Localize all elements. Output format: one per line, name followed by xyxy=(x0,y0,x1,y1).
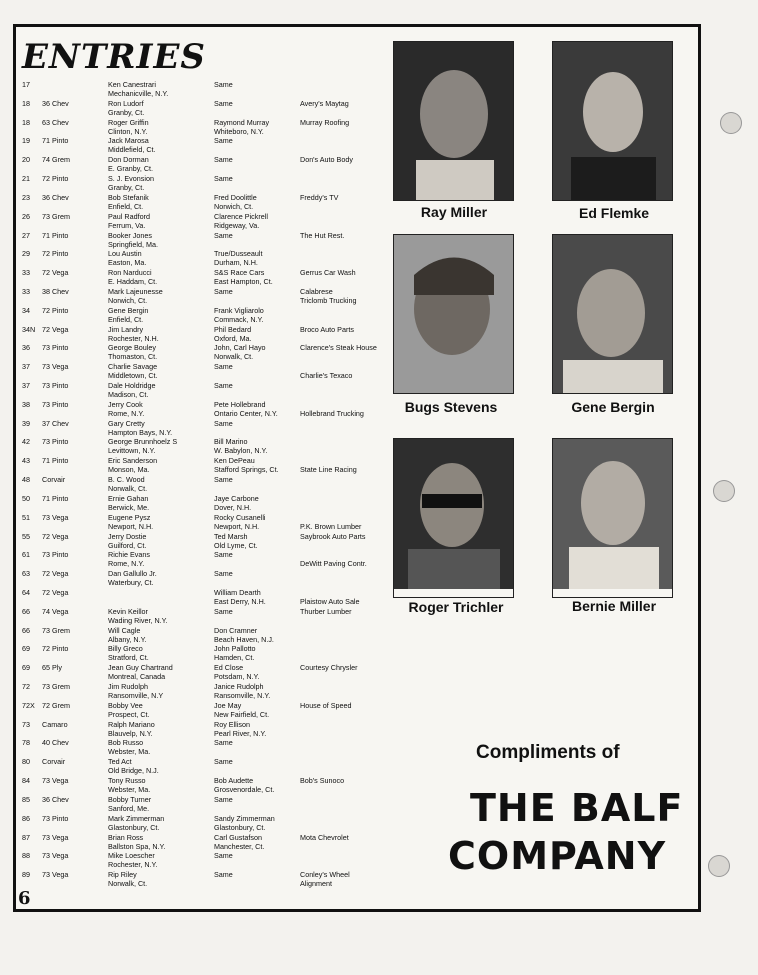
entry-owner-line-2: Potsdam, N.Y. xyxy=(214,672,260,682)
entry-owner: Ken DePeau xyxy=(214,456,255,466)
entry-car: 40 Chev xyxy=(42,738,69,748)
entry-driver-line-2: Monson, Ma. xyxy=(108,465,150,475)
entry-owner: Pete Hollebrand xyxy=(214,399,266,409)
entry-car: 73 Pinto xyxy=(42,381,69,391)
entry-owner: Rocky Cusanelli xyxy=(214,512,266,522)
entry-driver: Billy Greco xyxy=(108,644,143,654)
entry-driver: Bob Stefanik xyxy=(108,192,149,202)
entry-owner: Raymond Murray xyxy=(214,117,270,127)
entry-driver: Charlie Savage xyxy=(108,362,158,372)
caption-gene-bergin: Gene Bergin xyxy=(571,399,655,415)
entry-number: 86 xyxy=(22,813,30,823)
entry-owner-line-2: Dover, N.H. xyxy=(214,502,252,512)
entry-owner-line-2: East Derry, N.H. xyxy=(214,596,266,606)
entry-sponsor: The Hut Rest. xyxy=(300,230,345,240)
entry-number: 72 xyxy=(22,682,30,692)
entry-owner-line-2: Ontario Center, N.Y. xyxy=(214,408,278,418)
entry-driver-line-2: Wading River, N.Y. xyxy=(108,615,168,625)
entry-driver: Roger Griffin xyxy=(108,117,149,127)
entry-car: 74 Grem xyxy=(42,155,70,165)
entry-owner-line-2: Glastonbury, Ct. xyxy=(214,822,266,832)
entry-number: 18 xyxy=(22,117,30,127)
binder-hole xyxy=(708,855,730,877)
entry-owner-line-2: East Hampton, Ct. xyxy=(214,277,273,287)
caption-roger-trichler: Roger Trichler xyxy=(408,599,504,615)
ad-line-2: COMPANY xyxy=(448,834,667,878)
entry-driver: Bobby Vee xyxy=(108,700,143,710)
caption-bernie-miller: Bernie Miller xyxy=(571,598,657,614)
entry-driver: Lou Austin xyxy=(108,249,142,259)
entry-driver-line-2: Norwalk, Ct. xyxy=(108,879,148,889)
entry-car: 37 Chev xyxy=(42,418,69,428)
entry-car: 72 Vega xyxy=(42,569,69,579)
entry-car: 72 Grem xyxy=(42,700,70,710)
entry-number: 66 xyxy=(22,606,30,616)
entry-owner-line-2: Whiteboro, N.Y. xyxy=(214,126,264,136)
entry-number: 34 xyxy=(22,305,30,315)
entry-owner: True/Dusseault xyxy=(214,249,263,259)
entry-owner: Same xyxy=(214,174,233,184)
entry-number: 17 xyxy=(22,80,30,89)
entry-number: 20 xyxy=(22,155,30,165)
entry-driver: Eric Sanderson xyxy=(108,456,158,466)
entry-car: 36 Chev xyxy=(42,794,69,804)
entry-number: 26 xyxy=(22,211,30,221)
entry-sponsor-line-2: Triclomb Trucking xyxy=(300,295,357,305)
binder-hole xyxy=(713,480,735,502)
entry-car: 72 Pinto xyxy=(42,305,69,315)
entry-owner: Fred Doolittle xyxy=(214,192,257,202)
entry-driver: Jim Rudolph xyxy=(108,682,148,692)
entry-owner-line-2: Durham, N.H. xyxy=(214,258,258,268)
entry-driver-line-2: Enfield, Ct. xyxy=(108,314,144,324)
entry-owner-line-2: Ridgeway, Va. xyxy=(214,220,260,230)
entry-car: 71 Pinto xyxy=(42,230,69,240)
entry-driver-line-2: Granby, Ct. xyxy=(108,107,145,117)
entry-driver-line-2: Madison, Ct. xyxy=(108,390,149,400)
entry-car: 71 Pinto xyxy=(42,456,69,466)
caption-bugs-stevens: Bugs Stevens xyxy=(404,399,498,415)
entry-owner: Same xyxy=(214,550,233,560)
entry-car: 73 Vega xyxy=(42,832,69,842)
entry-driver-line-2: Webster, Ma. xyxy=(108,747,151,757)
entry-driver: Mike Loescher xyxy=(108,851,155,861)
entry-sponsor: Murray Roofing xyxy=(300,117,350,127)
entry-driver-line-2: Albany, N.Y. xyxy=(108,634,147,644)
entry-car: 73 Grem xyxy=(42,211,70,221)
entry-driver-line-2: Montreal, Canada xyxy=(108,672,166,682)
entry-number: 29 xyxy=(22,249,30,259)
entry-driver: Jerry Cook xyxy=(108,399,143,409)
binder-hole xyxy=(720,112,742,134)
entry-driver: Don Dorman xyxy=(108,155,149,165)
entry-car: 72 Pinto xyxy=(42,644,69,654)
entry-owner: William Dearth xyxy=(214,587,261,597)
entry-number: 85 xyxy=(22,794,30,804)
entry-driver: Rip Riley xyxy=(108,870,137,880)
entry-driver: Ken Canestrari xyxy=(108,80,156,89)
entry-car: 63 Chev xyxy=(42,117,69,127)
entry-owner: Clarence Pickrell xyxy=(214,211,268,221)
entry-driver-line-2: Ferrum, Va. xyxy=(108,220,146,230)
entry-car: 72 Pinto xyxy=(42,249,69,259)
entry-driver-line-2: Granby, Ct. xyxy=(108,183,145,193)
entry-number: 69 xyxy=(22,644,30,654)
entry-driver: Richie Evans xyxy=(108,550,150,560)
entry-driver: Jim Landry xyxy=(108,324,144,334)
entry-driver-line-2: Berwick, Me. xyxy=(108,502,150,512)
entry-owner: Same xyxy=(214,569,233,579)
caption-ray-miller: Ray Miller xyxy=(420,204,488,220)
entry-owner: Ted Marsh xyxy=(214,531,248,541)
entry-owner: Same xyxy=(214,155,233,165)
entry-driver-line-2: Levittown, N.Y. xyxy=(108,446,156,456)
entry-sponsor: Avery's Maytag xyxy=(300,98,349,108)
entry-number: 48 xyxy=(22,475,30,485)
entry-driver-line-2: Mechanicville, N.Y. xyxy=(108,89,169,98)
entry-number: 50 xyxy=(22,493,30,503)
entry-car: 73 Pinto xyxy=(42,437,69,447)
entry-number: 88 xyxy=(22,851,30,861)
entry-number: 33 xyxy=(22,268,30,278)
entry-number: 51 xyxy=(22,512,30,522)
entry-driver: Jack Marosa xyxy=(108,136,149,146)
page-title: ENTRIES xyxy=(22,37,206,77)
entry-sponsor: Bob's Sunoco xyxy=(300,776,345,786)
entry-driver: Paul Radford xyxy=(108,211,150,221)
entry-number: 39 xyxy=(22,418,30,428)
entry-car: 72 Pinto xyxy=(42,174,69,184)
entry-driver-line-2: E. Haddam, Ct. xyxy=(108,277,158,287)
entry-owner: Phil Bedard xyxy=(214,324,252,334)
entry-owner: Jaye Carbone xyxy=(214,493,259,503)
entry-driver-line-2: Clinton, N.Y. xyxy=(108,126,148,136)
caption-ed-flemke: Ed Flemke xyxy=(578,205,650,221)
entry-driver: Mark Lajeunesse xyxy=(108,286,163,296)
photo-ed-flemke xyxy=(552,41,673,201)
entry-car: Corvair xyxy=(42,757,66,767)
entry-car: 72 Vega xyxy=(42,324,69,334)
entry-sponsor: Courtesy Chrysler xyxy=(300,663,358,673)
entry-driver: Ted Act xyxy=(108,757,132,767)
entry-sponsor: Don's Auto Body xyxy=(300,155,353,165)
entry-number: 55 xyxy=(22,531,30,541)
entry-driver-line-2: Enfield, Ct. xyxy=(108,201,144,211)
entry-owner-line-2: Newport, N.H. xyxy=(214,521,260,531)
entry-owner: Same xyxy=(214,136,233,146)
entry-owner: Ed Close xyxy=(214,663,244,673)
entry-sponsor-line-2: DeWitt Paving Contr. xyxy=(300,559,367,569)
entry-driver: Dan Gallullo Jr. xyxy=(108,569,157,579)
entry-sponsor-line-2: Alignment xyxy=(300,879,332,889)
entry-number: 80 xyxy=(22,757,30,767)
entry-owner: Same xyxy=(214,98,233,108)
entry-driver: B. C. Wood xyxy=(108,475,145,485)
entry-driver-line-2: Middlefield, Ct. xyxy=(108,145,156,155)
entry-car: 38 Chev xyxy=(42,286,69,296)
entry-owner: Same xyxy=(214,794,233,804)
entry-owner-line-2: Hamden, Ct. xyxy=(214,653,255,663)
entry-car: 74 Vega xyxy=(42,606,69,616)
entry-car: 73 Pinto xyxy=(42,550,69,560)
entry-driver: George Brunnhoelz S xyxy=(108,437,178,447)
entry-driver: Eugene Pysz xyxy=(108,512,151,522)
entry-driver-line-2: Thomaston, Ct. xyxy=(108,352,158,362)
entry-driver-line-2: Blauvelp, N.Y. xyxy=(108,728,153,738)
entry-owner: Same xyxy=(214,870,233,880)
entry-sponsor: Thurber Lumber xyxy=(300,606,352,616)
photo-bernie-miller xyxy=(552,438,673,598)
entry-car: 73 Vega xyxy=(42,776,69,786)
entry-number: 33 xyxy=(22,286,30,296)
entry-driver: Jerry Dostie xyxy=(108,531,147,541)
entry-sponsor: Gerrus Car Wash xyxy=(300,268,356,278)
ad-compliments: Compliments of xyxy=(476,742,620,763)
entry-car: Corvair xyxy=(42,475,66,485)
entry-owner: John Pallotto xyxy=(214,644,256,654)
entry-driver-line-2: Glastonbury, Ct. xyxy=(108,822,160,832)
entry-driver: Jean Guy Chartrand xyxy=(108,663,173,673)
entry-owner: Same xyxy=(214,757,233,767)
entry-car: 73 Vega xyxy=(42,870,69,880)
entry-car: 72 Vega xyxy=(42,531,69,541)
entry-driver: Ron Narducci xyxy=(108,268,152,278)
entry-owner-line-2: Commack, N.Y. xyxy=(214,314,264,324)
entry-owner: Roy Ellison xyxy=(214,719,250,729)
entry-car: 73 Vega xyxy=(42,512,69,522)
entry-driver-line-2: Rochester, N.Y. xyxy=(108,860,158,870)
entry-driver-line-2: Rome, N.Y. xyxy=(108,559,145,569)
entry-driver: Tony Russo xyxy=(108,776,146,786)
entry-owner: Same xyxy=(214,475,233,485)
entry-owner: John, Carl Hayo xyxy=(214,343,266,353)
entry-number: 89 xyxy=(22,870,30,880)
entry-car: 65 Ply xyxy=(42,663,62,673)
entry-number: 87 xyxy=(22,832,30,842)
entry-sponsor-line-2: Plaistow Auto Sale xyxy=(300,596,360,606)
entry-sponsor-line-2: State Line Racing xyxy=(300,465,357,475)
entry-owner: Frank Vigliarolo xyxy=(214,305,264,315)
entry-car: 73 Vega xyxy=(42,362,69,372)
entry-car: Camaro xyxy=(42,719,68,729)
entry-owner: Bob Audette xyxy=(214,776,254,786)
entry-car: 73 Grem xyxy=(42,682,70,692)
entry-owner: Janice Rudolph xyxy=(214,682,264,692)
entry-driver-line-2: Stratford, Ct. xyxy=(108,653,149,663)
entry-sponsor: Conley's Wheel xyxy=(300,870,350,880)
entry-driver-line-2: Old Bridge, N.J. xyxy=(108,766,159,776)
entry-owner: S&S Race Cars xyxy=(214,268,265,278)
entry-driver-line-2: Ransomville, N.Y xyxy=(108,691,164,701)
entry-owner-line-2: Pearl River, N.Y. xyxy=(214,728,267,738)
entry-sponsor: Saybrook Auto Parts xyxy=(300,531,366,541)
entry-driver-line-2: Newport, N.H. xyxy=(108,521,154,531)
entry-sponsor: Freddy's TV xyxy=(300,192,339,202)
entry-driver-line-2: Rome, N.Y. xyxy=(108,408,145,418)
entry-number: 72X xyxy=(22,700,35,710)
entry-number: 37 xyxy=(22,381,30,391)
entry-driver: Dale Holdridge xyxy=(108,381,156,391)
entry-owner: Same xyxy=(214,606,233,616)
entry-owner: Carl Gustafson xyxy=(214,832,262,842)
entry-owner: Joe May xyxy=(214,700,242,710)
entry-driver: George Bouley xyxy=(108,343,156,353)
entry-driver: Ernie Gahan xyxy=(108,493,149,503)
entry-car: 73 Pinto xyxy=(42,399,69,409)
entry-sponsor: House of Speed xyxy=(300,700,352,710)
entry-driver: Ron Ludorf xyxy=(108,98,144,108)
entry-driver-line-2: Norwalk, Ct. xyxy=(108,484,148,494)
entry-number: 43 xyxy=(22,456,30,466)
entry-number: 38 xyxy=(22,399,30,409)
entry-owner: Sandy Zimmerman xyxy=(214,813,275,823)
entry-owner-line-2: Beach Haven, N.J. xyxy=(214,634,274,644)
entry-owner-line-2: Norwich, Ct. xyxy=(214,201,254,211)
entry-car: 36 Chev xyxy=(42,192,69,202)
entry-owner-line-2: Norwalk, Ct. xyxy=(214,352,254,362)
entry-driver: Gene Bergin xyxy=(108,305,149,315)
ad-line-1: THE BALF xyxy=(470,786,684,830)
entry-car: 71 Pinto xyxy=(42,493,69,503)
entry-number: 66 xyxy=(22,625,30,635)
entry-driver-line-2: Sanford, Me. xyxy=(108,803,150,813)
entry-sponsor: Calabrese xyxy=(300,286,333,296)
entry-owner: Same xyxy=(214,381,233,391)
entry-number: 36 xyxy=(22,343,30,353)
entry-car: 72 Vega xyxy=(42,268,69,278)
entry-number: 34N xyxy=(22,324,36,334)
entry-driver-line-2: E. Granby, Ct. xyxy=(108,164,154,174)
entry-number: 61 xyxy=(22,550,30,560)
entry-owner-line-2: New Fairfield, Ct. xyxy=(214,709,270,719)
entry-driver: Will Cagle xyxy=(108,625,141,635)
entry-driver: Brian Ross xyxy=(108,832,144,842)
photo-gene-bergin xyxy=(552,234,673,394)
entry-driver: Ralph Mariano xyxy=(108,719,155,729)
entry-driver: Booker Jones xyxy=(108,230,152,240)
entry-car: 73 Pinto xyxy=(42,343,69,353)
entry-number: 73 xyxy=(22,719,30,729)
entry-owner: Same xyxy=(214,80,233,89)
entry-number: 78 xyxy=(22,738,30,748)
entry-number: 19 xyxy=(22,136,30,146)
entry-owner: Same xyxy=(214,286,233,296)
entry-owner-line-2: Manchester, Ct. xyxy=(214,841,265,851)
entry-car: 73 Grem xyxy=(42,625,70,635)
entry-owner: Don Cramner xyxy=(214,625,258,635)
entry-owner: Same xyxy=(214,230,233,240)
entry-owner: Same xyxy=(214,738,233,748)
entry-number: 37 xyxy=(22,362,30,372)
entry-owner: Same xyxy=(214,851,233,861)
entry-driver: S. J. Evonsion xyxy=(108,174,154,184)
entry-sponsor-line-2: Charlie's Texaco xyxy=(300,371,353,381)
entry-driver: Gary Cretty xyxy=(108,418,145,428)
entry-number: 69 xyxy=(22,663,30,673)
entry-driver: Bob Russo xyxy=(108,738,144,748)
entry-sponsor-line-2: Hollebrand Trucking xyxy=(300,408,364,418)
entry-number: 64 xyxy=(22,587,30,597)
entry-number: 63 xyxy=(22,569,30,579)
entry-driver: Kevin Keillor xyxy=(108,606,148,616)
entry-sponsor: Broco Auto Parts xyxy=(300,324,354,334)
entries-list xyxy=(22,80,402,890)
entry-number: 23 xyxy=(22,192,30,202)
entry-car: 73 Vega xyxy=(42,851,69,861)
entry-sponsor-line-2: P.K. Brown Lumber xyxy=(300,521,362,531)
entry-row xyxy=(22,870,402,892)
entry-number: 21 xyxy=(22,174,30,184)
entry-owner-line-2: W. Babylon, N.Y. xyxy=(214,446,268,456)
entry-owner: Bill Marino xyxy=(214,437,248,447)
entry-sponsor: Mota Chevrolet xyxy=(300,832,349,842)
entry-driver: Bobby Turner xyxy=(108,794,152,804)
entry-owner: Same xyxy=(214,418,233,428)
entry-driver: Mark Zimmerman xyxy=(108,813,165,823)
entry-driver-line-2: Webster, Ma. xyxy=(108,785,151,795)
entry-driver-line-2: Hampton Bays, N.Y. xyxy=(108,427,173,437)
photo-roger-trichler xyxy=(393,438,514,598)
entry-owner: Same xyxy=(214,362,233,372)
entry-driver-line-2: Easton, Ma. xyxy=(108,258,147,268)
entry-number: 27 xyxy=(22,230,30,240)
entry-car: 72 Vega xyxy=(42,587,69,597)
photo-ray-miller xyxy=(393,41,514,201)
entry-driver-line-2: Norwich, Ct. xyxy=(108,295,148,305)
entry-driver-line-2: Waterbury, Ct. xyxy=(108,578,154,588)
entry-number: 42 xyxy=(22,437,30,447)
entry-owner-line-2: Oxford, Ma. xyxy=(214,333,252,343)
entry-owner-line-2: Old Lyme, Ct. xyxy=(214,540,258,550)
entry-number: 18 xyxy=(22,98,30,108)
entry-driver-line-2: Springfield, Ma. xyxy=(108,239,158,249)
entry-number: 84 xyxy=(22,776,30,786)
entry-car: 36 Chev xyxy=(42,98,69,108)
entry-car: 71 Pinto xyxy=(42,136,69,146)
entry-sponsor: Clarence's Steak House xyxy=(300,343,377,353)
entry-owner-line-2: Stafford Springs, Ct. xyxy=(214,465,279,475)
entry-owner-line-2: Grosvenordale, Ct. xyxy=(214,785,275,795)
entry-driver-line-2: Prospect, Ct. xyxy=(108,709,150,719)
entry-driver-line-2: Middletown, Ct. xyxy=(108,371,158,381)
entry-driver-line-2: Guilford, Ct. xyxy=(108,540,147,550)
page-number: 6 xyxy=(18,888,31,909)
entry-driver-line-2: Ballston Spa, N.Y. xyxy=(108,841,166,851)
entry-car: 73 Pinto xyxy=(42,813,69,823)
entry-owner-line-2: Ransomville, N.Y. xyxy=(214,691,271,701)
photo-bugs-stevens xyxy=(393,234,514,394)
entry-driver-line-2: Rochester, N.H. xyxy=(108,333,159,343)
